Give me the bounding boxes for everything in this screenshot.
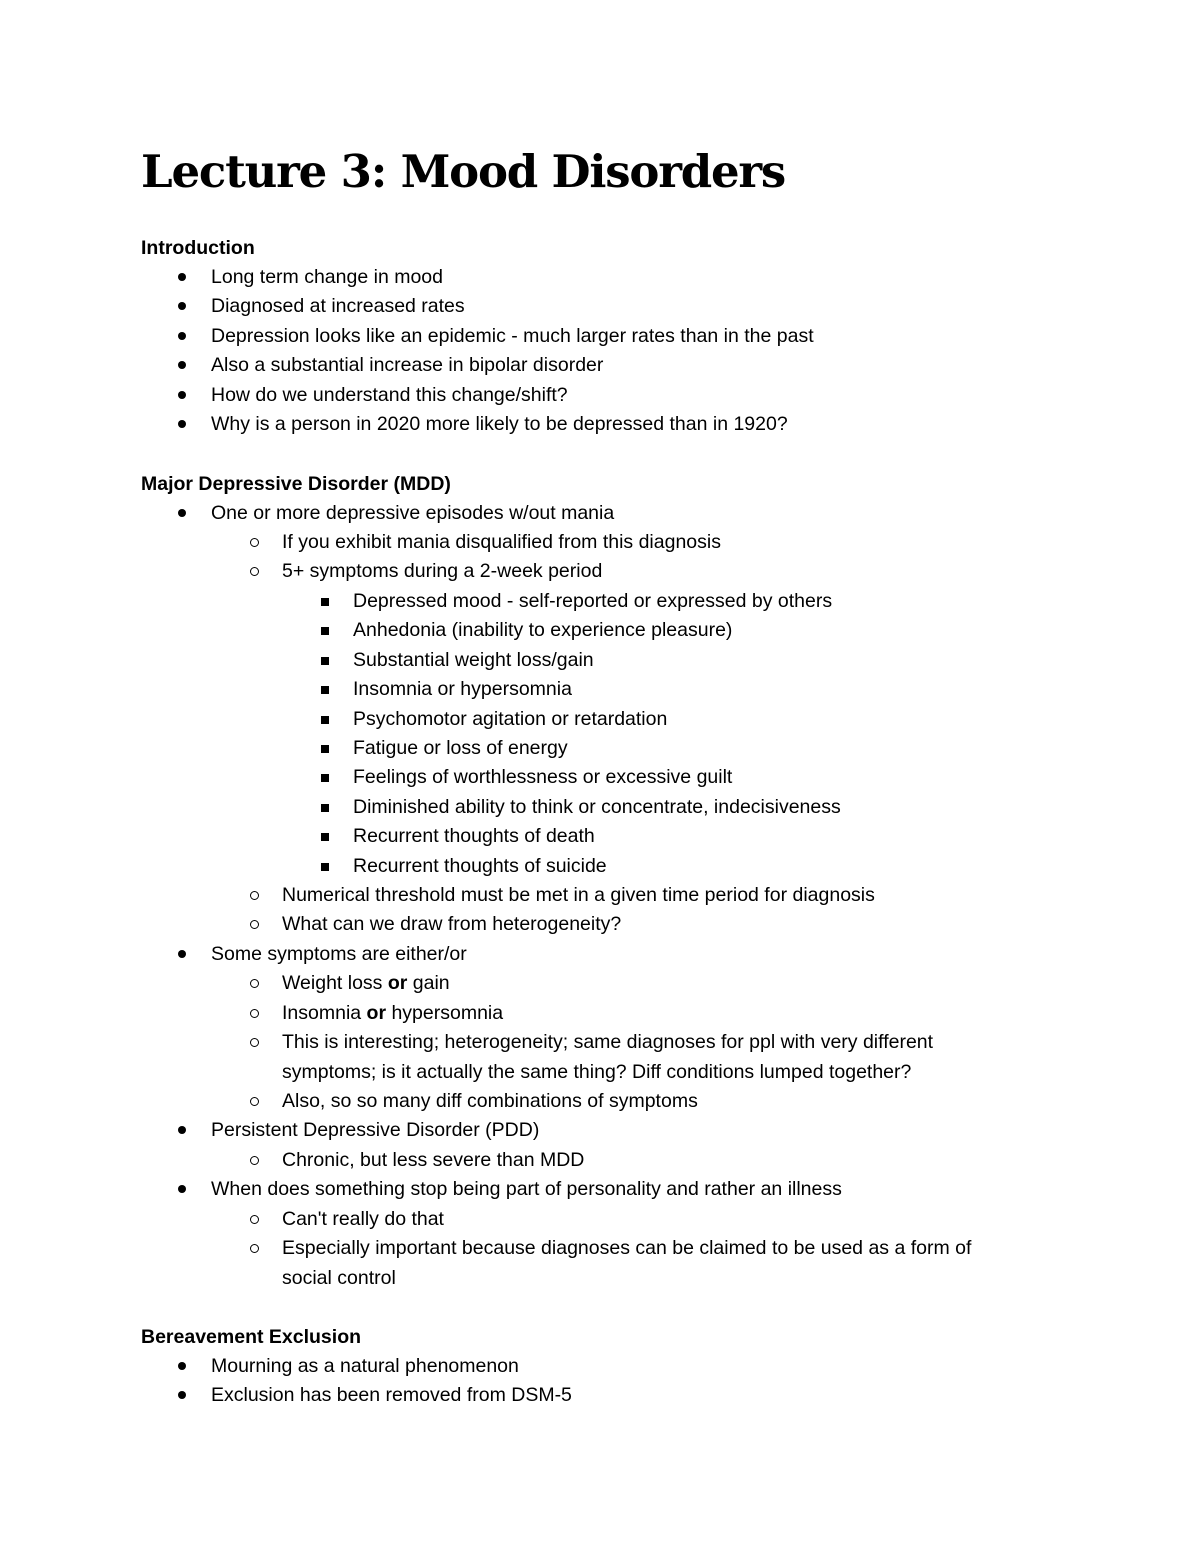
bullet-disc-icon: [178, 332, 186, 340]
symptom-item: Psychomotor agitation or retardation: [353, 705, 667, 735]
list-item: If you exhibit mania disqualified from this diagnosis: [282, 528, 721, 558]
list-item-continuation: symptoms; is it actually the same thing? Diff conditions lumped together?: [282, 1061, 912, 1083]
bullet-circle-icon: [250, 1156, 259, 1165]
list-item: 5+ symptoms during a 2-week period: [282, 557, 602, 587]
bullet-disc-icon: [178, 1185, 186, 1193]
symptom-item: Feelings of worthlessness or excessive guilt: [353, 763, 732, 793]
list-item: Persistent Depressive Disorder (PDD): [211, 1116, 539, 1146]
symptom-item: Fatigue or loss of energy: [353, 734, 568, 764]
bullet-disc-icon: [178, 1362, 186, 1370]
bullet-disc-icon: [178, 273, 186, 281]
list-item: Weight loss or gain: [282, 969, 450, 999]
list-item: Depression looks like an epidemic - much larger rates than in the past: [211, 322, 814, 352]
bullet-square-icon: [321, 833, 329, 841]
bullet-square-icon: [321, 716, 329, 724]
emphasis-or: or: [387, 972, 408, 994]
symptom-item: Insomnia or hypersomnia: [353, 675, 572, 705]
bullet-circle-icon: [250, 1215, 259, 1224]
list-item: Exclusion has been removed from DSM-5: [211, 1381, 572, 1411]
bullet-circle-icon: [250, 567, 259, 576]
list-item: This is interesting; heterogeneity; same diagnoses for ppl with very different: [282, 1028, 933, 1058]
section-heading-mdd: Major Depressive Disorder (MDD): [141, 473, 451, 495]
bullet-square-icon: [321, 686, 329, 694]
bullet-circle-icon: [250, 538, 259, 547]
bullet-disc-icon: [178, 391, 186, 399]
list-item: Long term change in mood: [211, 263, 443, 293]
bullet-circle-icon: [250, 1244, 259, 1253]
emphasis-or: or: [366, 1002, 387, 1024]
list-item: Also, so so many diff combinations of symptoms: [282, 1087, 698, 1117]
symptom-item: Recurrent thoughts of suicide: [353, 852, 607, 882]
bullet-disc-icon: [178, 361, 186, 369]
list-item: Why is a person in 2020 more likely to be depressed than in 1920?: [211, 410, 788, 440]
list-item: Also a substantial increase in bipolar disorder: [211, 351, 603, 381]
bullet-circle-icon: [250, 1009, 259, 1018]
list-item: Can't really do that: [282, 1205, 444, 1235]
list-item: One or more depressive episodes w/out mania: [211, 499, 614, 529]
bullet-disc-icon: [178, 302, 186, 310]
list-item: Diagnosed at increased rates: [211, 292, 465, 322]
list-item: Mourning as a natural phenomenon: [211, 1352, 519, 1382]
symptom-item: Substantial weight loss/gain: [353, 646, 594, 676]
bullet-square-icon: [321, 863, 329, 871]
symptom-item: Diminished ability to think or concentrate, indecisiveness: [353, 793, 841, 823]
list-item: Chronic, but less severe than MDD: [282, 1146, 584, 1176]
list-item: Numerical threshold must be met in a given time period for diagnosis: [282, 881, 875, 911]
bullet-circle-icon: [250, 979, 259, 988]
section-heading-bereavement: Bereavement Exclusion: [141, 1326, 362, 1348]
list-item: How do we understand this change/shift?: [211, 381, 568, 411]
list-item-continuation: social control: [282, 1267, 396, 1289]
bullet-square-icon: [321, 598, 329, 606]
bullet-disc-icon: [178, 420, 186, 428]
symptom-item: Recurrent thoughts of death: [353, 822, 595, 852]
bullet-square-icon: [321, 657, 329, 665]
list-item: Some symptoms are either/or: [211, 940, 467, 970]
list-item: When does something stop being part of personality and rather an illness: [211, 1175, 842, 1205]
document-title: Lecture 3: Mood Disorders: [141, 145, 786, 198]
symptom-item: Anhedonia (inability to experience pleasure): [353, 616, 732, 646]
bullet-circle-icon: [250, 891, 259, 900]
bullet-disc-icon: [178, 509, 186, 517]
bullet-disc-icon: [178, 1126, 186, 1134]
bullet-circle-icon: [250, 1097, 259, 1106]
bullet-square-icon: [321, 774, 329, 782]
symptom-item: Depressed mood - self-reported or expressed by others: [353, 587, 832, 617]
bullet-square-icon: [321, 745, 329, 753]
bullet-square-icon: [321, 627, 329, 635]
bullet-circle-icon: [250, 920, 259, 929]
section-heading-introduction: Introduction: [141, 237, 255, 259]
list-item: Especially important because diagnoses can be claimed to be used as a form of: [282, 1234, 971, 1264]
list-item: Insomnia or hypersomnia: [282, 999, 503, 1029]
bullet-disc-icon: [178, 950, 186, 958]
list-item: What can we draw from heterogeneity?: [282, 910, 621, 940]
bullet-circle-icon: [250, 1038, 259, 1047]
bullet-disc-icon: [178, 1391, 186, 1399]
bullet-square-icon: [321, 804, 329, 812]
